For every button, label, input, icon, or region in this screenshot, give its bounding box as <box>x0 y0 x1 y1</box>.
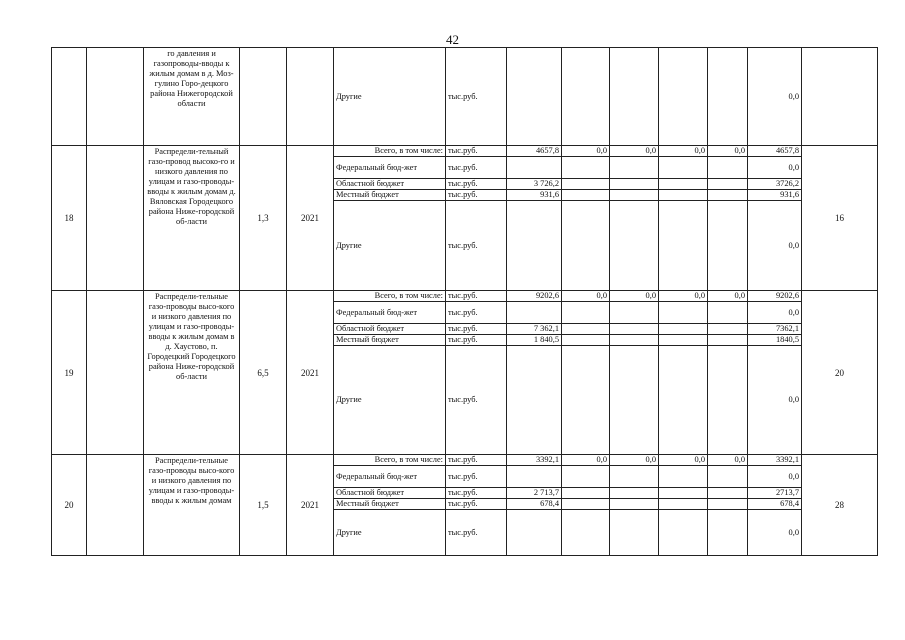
table-row <box>52 48 878 146</box>
total-cell: 3392,1 <box>748 455 802 466</box>
unit-cell: тыс.руб. <box>446 157 507 179</box>
year-cell: 2021 <box>287 146 334 291</box>
source-cell: Местный бюджет <box>334 190 446 201</box>
length-cell <box>240 48 287 146</box>
total-cell: 2713,7 <box>748 488 802 499</box>
value-cell: 3392,1 <box>507 455 562 466</box>
value-cell <box>562 466 610 488</box>
value-cell <box>507 201 562 291</box>
year-cell <box>287 48 334 146</box>
value-cell <box>562 510 610 556</box>
value-cell <box>507 157 562 179</box>
value-cell <box>659 157 708 179</box>
num-cell: 19 <box>52 291 87 455</box>
unit-cell: тыс.руб. <box>446 291 507 302</box>
description-cell: Распредели-тельные газо-проводы высо-кого и низкого давления по улицам и газо-проводы-вводы к жилым домам в д. Хаустово, п. Городецкий Городецкого района Ниже-городской об-ласти <box>144 291 240 455</box>
funding-table <box>51 47 878 556</box>
value-cell <box>708 190 748 201</box>
value-cell <box>708 179 748 190</box>
total-cell: 3726,2 <box>748 179 802 190</box>
value-cell <box>659 346 708 455</box>
value-cell <box>708 488 748 499</box>
value-cell <box>507 48 562 146</box>
value-cell <box>562 346 610 455</box>
unit-cell: тыс.руб. <box>446 48 507 146</box>
value-cell: 0,0 <box>708 455 748 466</box>
value-cell <box>610 157 659 179</box>
value-cell <box>562 201 610 291</box>
source-cell: Всего, в том числе: <box>334 146 446 157</box>
value-cell <box>659 488 708 499</box>
value-cell <box>562 499 610 510</box>
source-cell: Местный бюджет <box>334 335 446 346</box>
source-cell: Всего, в том числе: <box>334 455 446 466</box>
value-cell <box>659 190 708 201</box>
blank-cell <box>87 291 144 455</box>
value-cell <box>659 302 708 324</box>
value-cell <box>708 324 748 335</box>
total-cell: 4657,8 <box>748 146 802 157</box>
value-cell <box>708 466 748 488</box>
value-cell <box>659 335 708 346</box>
value-cell: 4657,8 <box>507 146 562 157</box>
total-cell: 0,0 <box>748 510 802 556</box>
source-cell: Федеральный бюд-жет <box>334 302 446 324</box>
description-cell: Распредели-тельный газо-провод высоко-го и низкого давления по улицам и газо-проводы-вводы к жилым домам д. Вяловская Городецкого района Ниже-городской об-ласти <box>144 146 240 291</box>
value-cell <box>610 466 659 488</box>
total-cell: 678,4 <box>748 499 802 510</box>
value-cell: 0,0 <box>659 146 708 157</box>
unit-cell: тыс.руб. <box>446 146 507 157</box>
value-cell <box>610 488 659 499</box>
value-cell: 0,0 <box>708 146 748 157</box>
unit-cell: тыс.руб. <box>446 455 507 466</box>
blank-cell <box>87 48 144 146</box>
value-cell: 3 726,2 <box>507 179 562 190</box>
year-cell: 2021 <box>287 455 334 556</box>
value-cell <box>610 302 659 324</box>
total-cell: 0,0 <box>748 302 802 324</box>
unit-cell: тыс.руб. <box>446 488 507 499</box>
unit-cell: тыс.руб. <box>446 346 507 455</box>
value-cell: 0,0 <box>562 146 610 157</box>
value-cell <box>610 190 659 201</box>
value-cell: 1 840,5 <box>507 335 562 346</box>
value-cell <box>659 324 708 335</box>
num-cell: 20 <box>52 455 87 556</box>
page-number: 42 <box>446 32 459 47</box>
right-cell: 16 <box>802 146 878 291</box>
total-cell: 0,0 <box>748 346 802 455</box>
value-cell <box>507 346 562 455</box>
num-cell <box>52 48 87 146</box>
total-cell: 0,0 <box>748 48 802 146</box>
value-cell <box>507 466 562 488</box>
total-cell: 0,0 <box>748 466 802 488</box>
value-cell <box>562 335 610 346</box>
value-cell: 0,0 <box>610 455 659 466</box>
value-cell <box>659 510 708 556</box>
value-cell <box>507 302 562 324</box>
value-cell <box>562 48 610 146</box>
unit-cell: тыс.руб. <box>446 466 507 488</box>
value-cell: 9202,6 <box>507 291 562 302</box>
source-cell: Другие <box>334 201 446 291</box>
value-cell: 0,0 <box>562 291 610 302</box>
table-row <box>52 146 878 157</box>
table-row <box>52 291 878 302</box>
unit-cell: тыс.руб. <box>446 510 507 556</box>
value-cell: 0,0 <box>659 291 708 302</box>
source-cell: Местный бюджет <box>334 499 446 510</box>
value-cell <box>610 346 659 455</box>
source-cell: Другие <box>334 510 446 556</box>
value-cell <box>610 48 659 146</box>
blank-cell <box>87 146 144 291</box>
source-cell: Областной бюджет <box>334 488 446 499</box>
table-row <box>52 455 878 466</box>
length-cell: 6,5 <box>240 291 287 455</box>
value-cell <box>562 157 610 179</box>
value-cell <box>610 201 659 291</box>
source-cell: Всего, в том числе: <box>334 291 446 302</box>
total-cell: 1840,5 <box>748 335 802 346</box>
value-cell <box>562 488 610 499</box>
source-cell: Федеральный бюд-жет <box>334 466 446 488</box>
total-cell: 0,0 <box>748 201 802 291</box>
value-cell <box>562 190 610 201</box>
value-cell: 678,4 <box>507 499 562 510</box>
value-cell <box>507 510 562 556</box>
value-cell <box>610 499 659 510</box>
value-cell <box>659 466 708 488</box>
unit-cell: тыс.руб. <box>446 190 507 201</box>
value-cell: 931,6 <box>507 190 562 201</box>
unit-cell: тыс.руб. <box>446 324 507 335</box>
value-cell <box>659 48 708 146</box>
unit-cell: тыс.руб. <box>446 499 507 510</box>
value-cell <box>659 179 708 190</box>
value-cell <box>562 324 610 335</box>
description-cell: Распредели-тельные газо-проводы высо-кого и низкого давления по улицам и газо-проводы-вводы к жилым домам <box>144 455 240 556</box>
blank-cell <box>87 455 144 556</box>
year-cell: 2021 <box>287 291 334 455</box>
source-cell: Другие <box>334 48 446 146</box>
length-cell: 1,5 <box>240 455 287 556</box>
value-cell <box>708 157 748 179</box>
right-cell <box>802 48 878 146</box>
source-cell: Федеральный бюд-жет <box>334 157 446 179</box>
value-cell <box>708 346 748 455</box>
value-cell <box>708 48 748 146</box>
source-cell: Областной бюджет <box>334 179 446 190</box>
value-cell <box>610 179 659 190</box>
value-cell: 0,0 <box>562 455 610 466</box>
unit-cell: тыс.руб. <box>446 201 507 291</box>
value-cell <box>708 201 748 291</box>
value-cell <box>708 510 748 556</box>
unit-cell: тыс.руб. <box>446 335 507 346</box>
value-cell: 0,0 <box>708 291 748 302</box>
value-cell <box>562 302 610 324</box>
length-cell: 1,3 <box>240 146 287 291</box>
value-cell <box>708 499 748 510</box>
value-cell <box>708 335 748 346</box>
value-cell: 7 362,1 <box>507 324 562 335</box>
right-cell: 20 <box>802 291 878 455</box>
total-cell: 931,6 <box>748 190 802 201</box>
value-cell <box>708 302 748 324</box>
right-cell: 28 <box>802 455 878 556</box>
total-cell: 9202,6 <box>748 291 802 302</box>
value-cell <box>659 201 708 291</box>
value-cell <box>562 179 610 190</box>
source-cell: Областной бюджет <box>334 324 446 335</box>
unit-cell: тыс.руб. <box>446 179 507 190</box>
total-cell: 7362,1 <box>748 324 802 335</box>
value-cell: 0,0 <box>659 455 708 466</box>
total-cell: 0,0 <box>748 157 802 179</box>
value-cell <box>610 335 659 346</box>
value-cell: 2 713,7 <box>507 488 562 499</box>
value-cell <box>610 510 659 556</box>
unit-cell: тыс.руб. <box>446 302 507 324</box>
value-cell: 0,0 <box>610 291 659 302</box>
num-cell: 18 <box>52 146 87 291</box>
description-cell: го давления и газопроводы-вводы к жилым домам в д. Моз-гулино Горо-децкого района Нижегородской области <box>144 48 240 146</box>
value-cell <box>610 324 659 335</box>
source-cell: Другие <box>334 346 446 455</box>
value-cell <box>659 499 708 510</box>
value-cell: 0,0 <box>610 146 659 157</box>
